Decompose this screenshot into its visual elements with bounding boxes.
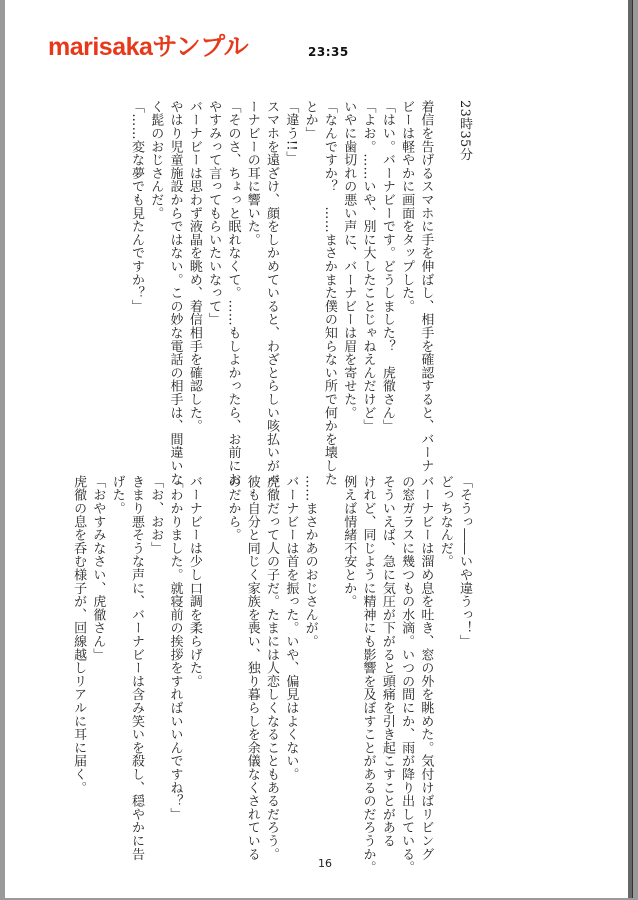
text-line: けれど、同じように精神にも影響を及ぼすことがあるのだろうか。	[360, 475, 376, 874]
text-line: 例えば情緒不安とか。	[341, 475, 357, 608]
manuscript-page	[5, 0, 632, 898]
text-line: 「よお。……いや、別に大したことじゃねえんだけど」	[360, 100, 376, 433]
text-block-top	[127, 100, 474, 486]
text-line: 「おやすみなさい、虎徹さん」	[90, 475, 106, 662]
time-label: 23:35	[308, 45, 349, 59]
page-number: 16	[318, 857, 332, 870]
text-line: やはり児童施設からではない。この妙な電話の相手は、間違いな	[167, 100, 183, 486]
text-line: げた。	[109, 475, 125, 515]
text-line	[204, 475, 223, 835]
text-line: バーナビーは少し口調を柔らげた。	[186, 475, 202, 688]
text-line: スマホを遠ざけ、顔をしかめていると、わざとらしい咳払いがバ	[264, 100, 280, 486]
text-line: ……まさかあのおじさんが。	[302, 475, 318, 648]
text-line: バーナビーは首を振った。いや、偏見はよくない。	[283, 475, 299, 781]
text-line: 「お、おお」	[148, 475, 164, 555]
chapter-time: 23時35分	[457, 100, 472, 161]
text-line: 虎徹の息を呑む様子が、回線越しリアルに耳に届く。	[71, 475, 87, 795]
text-line: やすみって言ってもらいたいなって」	[206, 100, 222, 327]
text-line: 「違う!!」	[283, 100, 299, 165]
text-line: 「そのさ、ちょっと眠れなくて。……もしよかったら、お前にお	[225, 100, 241, 486]
text-line	[435, 100, 454, 445]
text-line: そういえば、急に気圧が下がると頭痛を引き起こすことがある	[379, 475, 395, 848]
text-line: バーナビーは溜め息を吐き、窓の外を眺めた。気付けばリビング	[418, 475, 434, 861]
text-line: 「わかりました。就寝前の挨拶をすればいいんですね？」	[167, 475, 183, 821]
text-line: ビーは軽やかに画面をタップした。	[399, 100, 415, 313]
text-line: どっちなんだ。	[437, 475, 453, 569]
text-line: 「はい。バーナビーです。どうしました？ 虎徹さん」	[379, 100, 395, 433]
text-line: く髭のおじさんだ。	[148, 100, 164, 220]
sample-title: marisakaサンプル	[48, 33, 249, 61]
text-line: のだから。	[225, 475, 241, 542]
text-line: 「なんですか？ ……まさかまた僕の知らない所で何かを壊した	[321, 100, 337, 486]
text-line: 「……変な夢でも見たんですか？」	[128, 100, 144, 313]
text-line: ーナビーの耳に響いた。	[244, 100, 260, 247]
text-line: きまり悪そうな声に、バーナビーは含み笑いを殺し、穏やかに告	[128, 475, 144, 861]
text-line: 虎徹だって人の子だ。たまには人恋しくなることもあるだろう。	[264, 475, 280, 861]
text-line: 彼も自分と同じく家族を喪い、独り暮らしを余儀なくされている	[244, 475, 260, 861]
text-line: の窓ガラスに幾つもの水滴。いつの間にか、雨が降り出している。	[399, 475, 415, 874]
text-line: とか」	[302, 100, 318, 140]
text-line: 着信を告げるスマホに手を伸ばし、相手を確認すると、バーナ	[418, 100, 434, 473]
text-line: 「そうっ――いや違うっ！」	[457, 475, 472, 648]
text-line	[320, 475, 339, 835]
text-line: いやに歯切れの悪い声に、バーナビーは眉を寄せた。	[341, 100, 357, 420]
text-line: バーナビーは思わず液晶を眺め、着信相手を確認した。	[186, 100, 202, 433]
